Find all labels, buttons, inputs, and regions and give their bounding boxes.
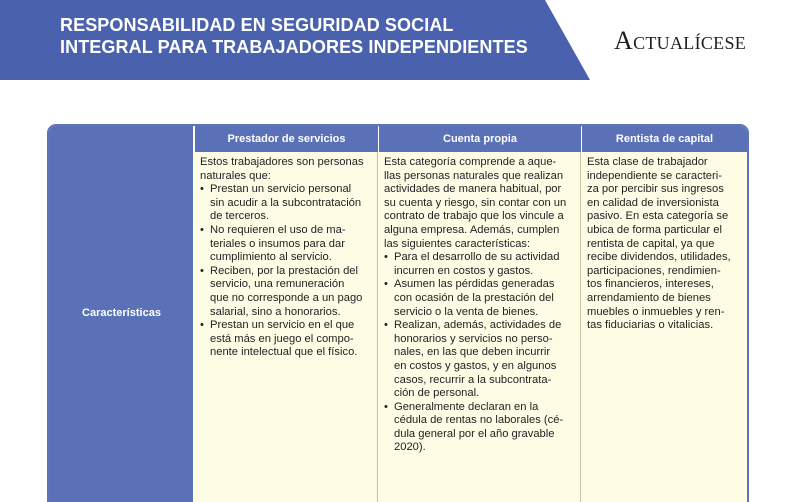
bullet-icon: • xyxy=(384,319,388,332)
cell-text-line: za por percibir sus ingresos xyxy=(587,183,724,196)
bullet-text-line: nales, en las que deben incurrir xyxy=(394,346,551,359)
bullet-text-line: Para el desarrollo de su actividad xyxy=(394,251,560,264)
cell-text-line: actividades de manera habitual, por xyxy=(384,183,562,196)
bullet-text-line: Generalmente declaran en la xyxy=(394,400,539,413)
bullet-text-line: que no corresponde a un pago xyxy=(210,291,363,304)
bullet-text-line: sin acudir a la subcontratación xyxy=(210,196,362,209)
bullet-item xyxy=(200,319,377,360)
cell-text-line: contrato de trabajo que los vincule a xyxy=(384,210,564,223)
title-line: RESPONSABILIDAD EN SEGURIDAD SOCIAL xyxy=(60,15,454,35)
bullet-text-line: No requieren el uso de ma- xyxy=(210,223,346,236)
bullet-text-line: honorarios y servicios no perso- xyxy=(394,332,553,345)
brand-logo: Actualícese xyxy=(614,26,747,55)
bullet-text-line: en costos y gastos, y en algunos xyxy=(394,359,557,372)
bullet-icon: • xyxy=(384,400,388,413)
bullet-text-line: 2020). xyxy=(394,441,426,454)
column-header-rentista: Rentista de capital xyxy=(581,126,747,152)
bullet-text-line: de terceros. xyxy=(210,210,270,223)
cell-text-line: tos financieros, intereses, xyxy=(587,278,714,291)
bullet-text-line: teriales o insumos para dar xyxy=(210,237,345,250)
cell-text-line: Estos trabajadores son personas xyxy=(200,156,364,168)
bullet-text-line: Reciben, por la prestación del xyxy=(210,264,359,277)
bullet-icon: • xyxy=(200,319,204,332)
bullet-text-line: dula general por el año gravable xyxy=(394,427,555,440)
bullet-text-line: está más en juego el compo- xyxy=(210,332,354,345)
cell-text-line: Esta clase de trabajador xyxy=(587,156,708,168)
bullet-icon: • xyxy=(200,264,204,277)
cell-text-line: llas personas naturales que realizan xyxy=(384,169,564,182)
bullet-text-line: nente intelectual que el físico. xyxy=(210,346,358,359)
bullet-text-line: con ocasión de la prestación del xyxy=(394,291,554,304)
cell-text-line: pasivo. En esta categoría se xyxy=(587,210,729,223)
bullet-icon: • xyxy=(384,251,388,264)
column-body-rentista xyxy=(581,152,747,502)
bullet-item xyxy=(384,251,580,278)
cell-text-line: independiente se caracteri- xyxy=(587,169,722,182)
bullet-text-line: ción de personal. xyxy=(394,387,480,400)
cell-text-line: en calidad de inversionista xyxy=(587,196,719,209)
bullet-text-line: Realizan, además, actividades de xyxy=(394,319,562,332)
cell-text-line: participaciones, rendimien- xyxy=(587,264,721,277)
cell-text-line: recibe dividendos, utilidades, xyxy=(587,251,731,264)
cell-text-line: naturales que: xyxy=(200,169,271,182)
column-body-cuenta-propia xyxy=(378,152,581,502)
bullet-text-line: cumplimiento al servicio. xyxy=(210,251,332,264)
cell-text-line: su cuenta y riesgo, sin contar con un xyxy=(384,196,567,209)
cell-text-line: alguna empresa. Además, cumplen xyxy=(384,223,560,236)
bullet-text-line: Prestan un servicio en el que xyxy=(210,319,355,332)
bullet-item xyxy=(200,224,377,265)
bullet-text-line: cédula de rentas no laborales (cé- xyxy=(394,414,564,427)
bullet-text-line: servicio, una remuneración xyxy=(210,278,345,291)
bullet-item xyxy=(384,401,580,455)
title-line: INTEGRAL PARA TRABAJADORES INDEPENDIENTES xyxy=(60,37,528,57)
cell-text-line: rentista de capital, ya que xyxy=(587,237,715,250)
cell-text-line: las siguientes características: xyxy=(384,237,531,250)
cell-text-line: Esta categoría comprende a aque- xyxy=(384,156,557,168)
bullet-item xyxy=(384,278,580,319)
bullet-text-line: Asumen las pérdidas generadas xyxy=(394,278,555,291)
column-body-prestador xyxy=(194,152,378,502)
bullet-text-line: salarial, sino a honorarios. xyxy=(210,305,341,318)
row-header-cell xyxy=(49,126,194,502)
document-title xyxy=(60,14,540,58)
bullet-item xyxy=(384,319,580,401)
bullet-text-line: casos, recurrir a la subcontrata- xyxy=(394,373,552,386)
column-header-cuenta-propia: Cuenta propia xyxy=(378,126,581,152)
row-label: Características xyxy=(82,307,161,319)
bullet-text-line: incurren en costos y gastos. xyxy=(394,264,534,277)
bullet-text-line: Prestan un servicio personal xyxy=(210,183,352,196)
cell-text-line: arrendamiento de bienes xyxy=(587,291,711,304)
cell-text-line: tas fiduciarias o vitalicias. xyxy=(587,319,714,332)
bullet-icon: • xyxy=(200,223,204,236)
cell-text-line: ubica de forma particular el xyxy=(587,223,722,236)
bullet-text-line: servicio o la venta de bienes. xyxy=(394,305,539,318)
bullet-item xyxy=(200,265,377,319)
bullet-icon: • xyxy=(384,278,388,291)
cell-text-line: muebles o inmuebles y ren- xyxy=(587,305,725,318)
column-header-prestador: Prestador de servicios xyxy=(194,126,378,152)
bullet-icon: • xyxy=(200,183,204,196)
comparison-table xyxy=(47,124,749,502)
bullet-item xyxy=(200,183,377,224)
